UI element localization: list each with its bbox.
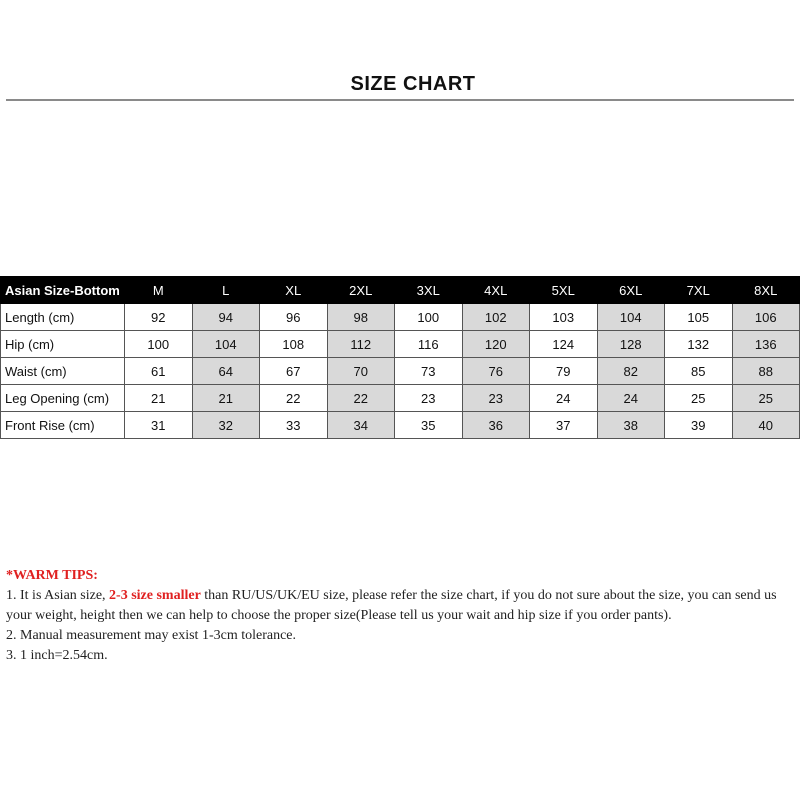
table-cell: 23 [395,385,463,412]
page-title: SIZE CHART [350,73,476,95]
tip-1-suffix: than RU/US/UK/EU size, please refer the size chart, if you do not sure about the size, you can send us your weight, height then we can help to choose the proper size(Please tell us your wait and hip size if you order pants). [6,588,777,623]
table-cell: 67 [260,358,328,385]
table-cell: 105 [665,304,733,331]
table-cell: 23 [462,385,530,412]
table-cell: 22 [260,385,328,412]
row-label: Leg Opening (cm) [1,385,125,412]
table-cell: 25 [732,385,800,412]
table-cell: 120 [462,331,530,358]
table-cell: 24 [530,385,598,412]
table-cell: 136 [732,331,800,358]
table-cell: 79 [530,358,598,385]
title-divider [6,99,794,101]
table-cell: 32 [192,412,260,439]
table-row [1,304,800,331]
table-cell: 128 [597,331,665,358]
table-cell: 92 [125,304,193,331]
table-cell: 70 [327,358,395,385]
table-cell: 82 [597,358,665,385]
table-cell: 94 [192,304,260,331]
size-header: XL [260,277,328,304]
table-cell: 33 [260,412,328,439]
table-cell: 124 [530,331,598,358]
table-row [1,385,800,412]
table-cell: 104 [597,304,665,331]
size-header: L [192,277,260,304]
table-header-row [1,277,800,304]
table-row [1,358,800,385]
table-cell: 25 [665,385,733,412]
table-cell: 39 [665,412,733,439]
tip-1 [6,586,800,626]
table-cell: 98 [327,304,395,331]
table-cell: 112 [327,331,395,358]
table-cell: 100 [125,331,193,358]
table-cell: 40 [732,412,800,439]
size-header: 6XL [597,277,665,304]
table-cell: 35 [395,412,463,439]
table-row [1,331,800,358]
table-cell: 100 [395,304,463,331]
size-header: 8XL [732,277,800,304]
table-cell: 96 [260,304,328,331]
tip-3: 3. 1 inch=2.54cm. [6,648,108,663]
table-cell: 22 [327,385,395,412]
table-cell: 24 [597,385,665,412]
table-cell: 106 [732,304,800,331]
size-header: 3XL [395,277,463,304]
table-cell: 103 [530,304,598,331]
table-cell: 88 [732,358,800,385]
table-cell: 85 [665,358,733,385]
table-cell: 21 [125,385,193,412]
table-cell: 102 [462,304,530,331]
row-label: Front Rise (cm) [1,412,125,439]
table-cell: 37 [530,412,598,439]
size-header: M [125,277,193,304]
corner-label: Asian Size-Bottom [1,277,125,304]
size-header: 5XL [530,277,598,304]
size-header: 7XL [665,277,733,304]
size-header: 2XL [327,277,395,304]
table-cell: 132 [665,331,733,358]
warm-tips [6,566,800,666]
tip-1-highlight: 2-3 size smaller [109,588,201,603]
tip-1-prefix: 1. It is Asian size, [6,588,110,603]
table-cell: 36 [462,412,530,439]
table-cell: 61 [125,358,193,385]
tips-heading: *WARM TIPS: [6,568,98,583]
tip-2: 2. Manual measurement may exist 1-3cm tolerance. [6,628,297,643]
row-label: Waist (cm) [1,358,125,385]
table-cell: 38 [597,412,665,439]
table-cell: 34 [327,412,395,439]
row-label: Hip (cm) [1,331,125,358]
table-cell: 21 [192,385,260,412]
row-label: Length (cm) [1,304,125,331]
table-cell: 104 [192,331,260,358]
table-cell: 108 [260,331,328,358]
table-cell: 73 [395,358,463,385]
size-header: 4XL [462,277,530,304]
table-cell: 116 [395,331,463,358]
table-row [1,412,800,439]
table-cell: 64 [192,358,260,385]
table-cell: 31 [125,412,193,439]
table-cell: 76 [462,358,530,385]
size-table [0,276,800,439]
